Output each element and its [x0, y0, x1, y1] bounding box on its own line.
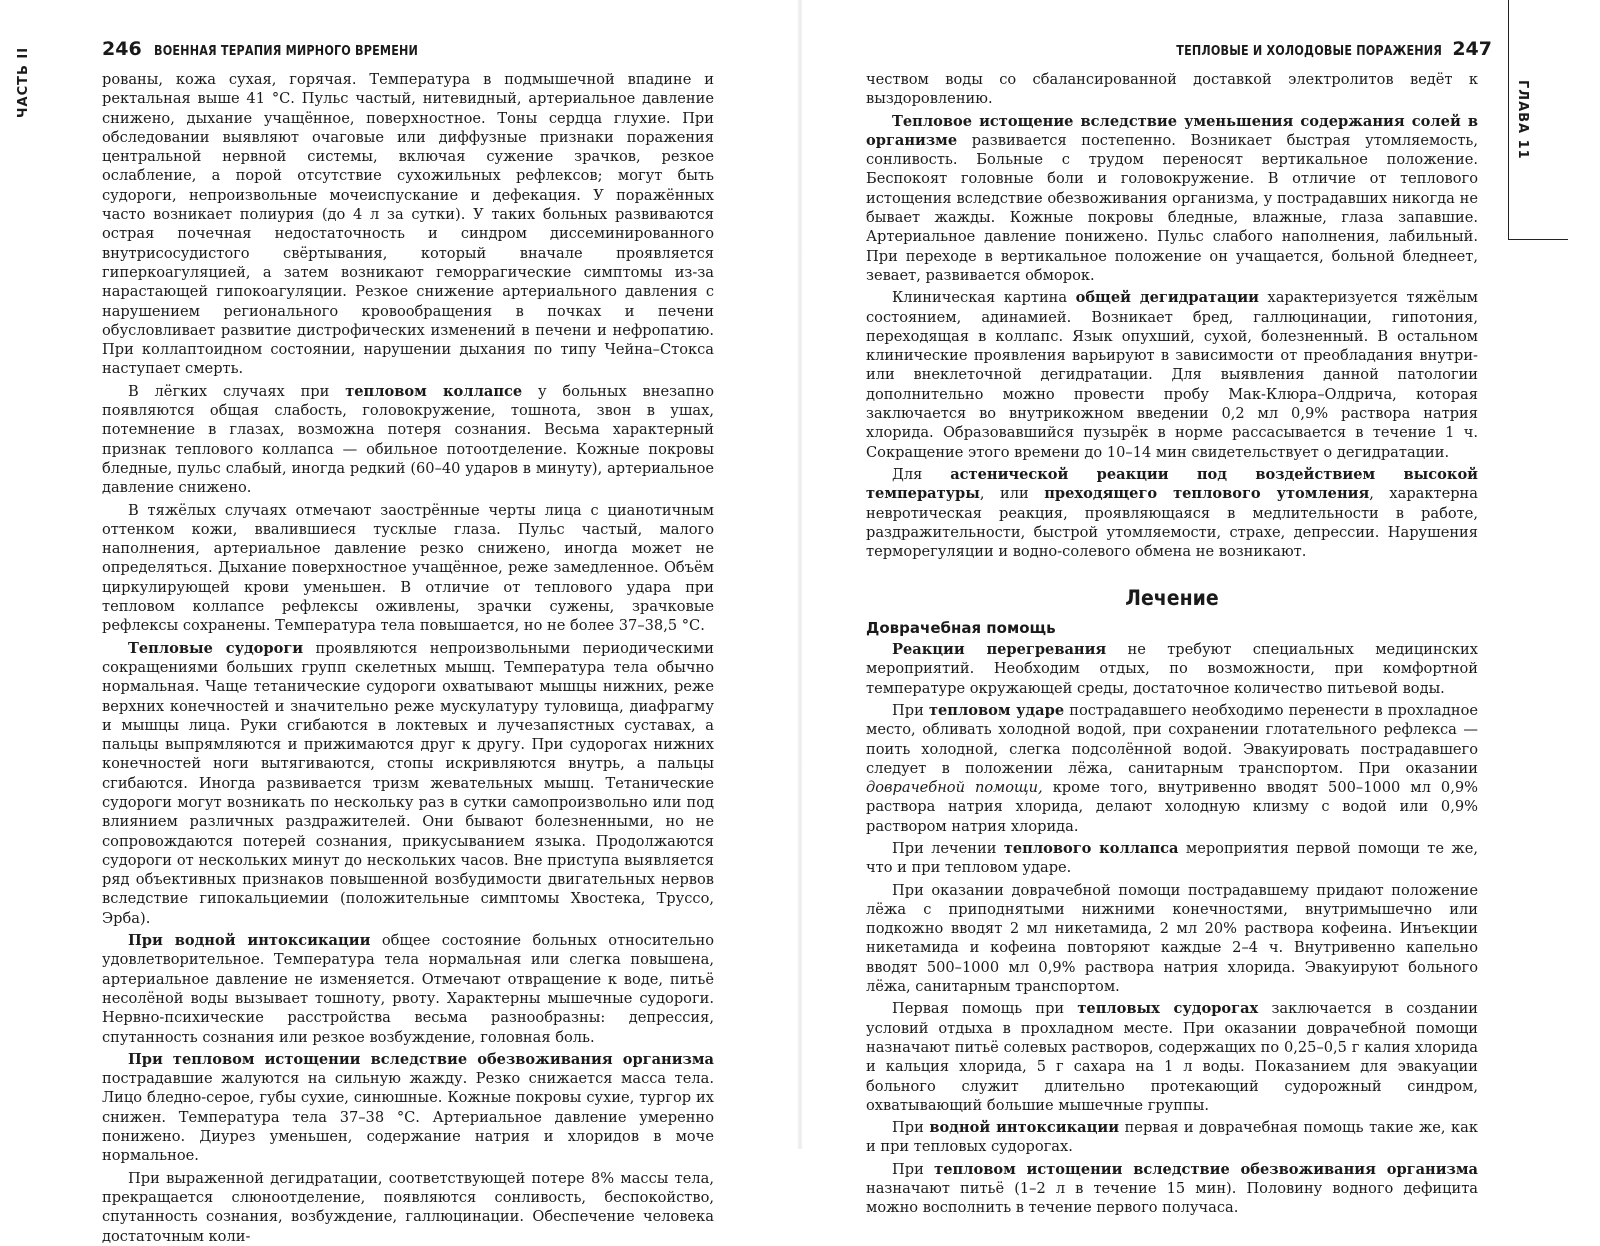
- chapter-tab-rule: [1508, 0, 1509, 240]
- right-text-column: [866, 70, 1478, 1218]
- term-heat-collapse: тепловом коллапсе: [345, 382, 523, 400]
- right-running-head: [1133, 38, 1492, 62]
- paragraph: Для астенической реакции под воздействием высокой температуры, или преходящего теплового утомления, характерна невротическая реакция, проявляющаяся в медлительности в работе, раздражительности, быстрой утомляемости, страхе, депрессии. Нарушения терморегуляции и водно-солевого обмена не возникают.: [866, 465, 1479, 561]
- term-overheating-reactions: Реакции перегревания: [892, 641, 1107, 659]
- paragraph: При тепловом истощении вследствие обезвоживания организма назначают питьё (1–2 л в течение 15 мин). Половину водного дефицита можно восполнить в течение первого получаса.: [866, 1160, 1478, 1217]
- term-water-intoxication: При водной интоксикации: [128, 932, 371, 950]
- part-side-tab: ЧАСТЬ II: [16, 46, 31, 118]
- paragraph: Реакции перегревания не требуют специальных медицинских мероприятий. Необходим отдых, по возможности, при комфортной температуре окружающей среды, достаточное количество питьевой воды.: [866, 641, 1478, 697]
- paragraph: При водной интоксикации общее состояние больных относительно удовлетворительное. Температура тела нормальная или слегка повышена, артериальное давление не изменяется. Отмечают отвращение к воде, питьё несолёной воды вызывает тошноту, рвоту. Характерны мышечные судороги. Нервно-психические расстройства весьма разнообразны: депрессия, спутанность сознания или резкое возбуждение, головная боль.: [102, 932, 714, 1046]
- paragraph: При выраженной дегидратации, соответствующей потере 8% массы тела, прекращается слюноотделение, появляются сонливость, беспокойство, спутанность сознания, возбуждение, галлюцинации. Обеспечение человека достаточным коли-: [102, 1169, 714, 1245]
- paragraph: Тепловые судороги проявляются непроизвольными периодическими сокращениями больших групп скелетных мышц. Температура тела обычно нормальная. Чаще тетанические судороги охватывают мышцы нижних, реже верхних конечностей и значительно реже мускулатуру туловища, диафрагму и мышцы лица. Руки сгибаются в локтевых и лучезапястных суставах, а пальцы выпрямляются и прижимаются друг к другу. При судорогах нижних конечностей ноги вытягиваются, стопы искривляются внутрь, а пальцы сгибаются. Иногда развивается тризм жевательных мышц. Тетанические судороги могут возникать по нескольку раз в сутки самопроизвольно или под влиянием различных раздражителей. Они бывают болезненными, но не сопровождаются потерей сознания, прикусыванием языка. Продолжаются судороги от нескольких минут до нескольких часов. Вне приступа выявляется ряд объективных признаков повышенной возбудимости двигательных нервов вследствие гипокальциемии (положительные симптомы Хвостека, Труссо, Эрба).: [102, 639, 714, 927]
- right-page: [800, 0, 1600, 1217]
- term-heat-cramps: Тепловые судороги: [128, 639, 304, 657]
- subsection-heading-first-aid: Доврачебная помощь: [866, 618, 1056, 637]
- term-heat-collapse: теплового коллапса: [1003, 839, 1179, 857]
- left-running-title: ВОЕННАЯ ТЕРАПИЯ МИРНОГО ВРЕМЕНИ: [153, 44, 418, 59]
- section-heading-treatment: Лечение: [1125, 586, 1219, 611]
- chapter-side-tab: ГЛАВА 11: [1515, 80, 1530, 160]
- paragraph: При лечении теплового коллапса мероприятия первой помощи те же, что и при тепловом ударе.: [866, 839, 1479, 877]
- right-running-title: ТЕПЛОВЫЕ И ХОЛОДОВЫЕ ПОРАЖЕНИЯ: [1176, 44, 1443, 59]
- paragraph: В лёгких случаях при тепловом коллапсе у больных внезапно появляются общая слабость, головокружение, тошнота, звон в ушах, потемнение в глазах, возможна потеря сознания. Весьма характерный признак теплового коллапса — обильное потоотделение. Кожные покровы бледные, пульс слабый, иногда редкий (60–40 ударов в минуту), артериальное давление снижено.: [102, 382, 715, 497]
- paragraph: Тепловое истощение вследствие уменьшения содержания солей в организме развивается постепенно. Возникает быстрая утомляемость, сонливость. Больные с трудом переносят вертикальное положение. Беспокоят головные боли и головокружение. В отличие от теплового истощения вследствие обезвоживания организма, у пострадавших никогда не бывает жажды. Кожные покровы бледные, влажные, глаза запавшие. Артериальное давление понижено. Пульс слабого наполнения, лабильный. При переходе в вертикальное положение он учащается, больной бледнеет, зевает, развивается обморок.: [866, 112, 1478, 284]
- paragraph: При оказании доврачебной помощи пострадавшему придают положение лёжа с приподнятыми нижними конечностями, внутримышечно или подкожно вводят 2 мл никетамида, 2 мл 20% раствора кофеина. Инъекции никетамида и кофеина повторяют каждые 2–4 ч. Внутривенно капельно вводят 500–1000 мл 0,9% раствора натрия хлорида. Эвакуируют больного лёжа, санитарным транспортом.: [866, 881, 1478, 996]
- right-page-number: 247: [1452, 38, 1492, 60]
- left-page: [0, 0, 800, 1245]
- term-water-intoxication: водной интоксикации: [929, 1119, 1120, 1137]
- left-text-column: [102, 70, 714, 1246]
- paragraph: рованы, кожа сухая, горячая. Температура в подмышечной впадине и ректальная выше 41 °С. Пульс частый, нитевидный, артериальное давление снижено, дыхание учащённое, поверхностное. Тоны сердца глухие. При обследовании выявляют очаговые или диффузные признаки поражения центральной нервной системы, включая сужение зрачков, резкое ослабление, а порой отсутствие сухожильных рефлексов; могут быть судороги, непроизвольные мочеиспускание и дефекация. У поражённых часто возникает полиурия (до 4 л за сутки). У таких больных развиваются острая почечная недостаточность и синдром диссеминированного внутрисосудистого свёртывания, который вначале проявляется гиперкоагуляцией, а затем возникают геморрагические симптомы из-за нарастающей гипокоагуляции. Резкое снижение артериального давления с нарушением регионального кровообращения в почках и печени обусловливает развитие дистрофических изменений в печени и нефропатию. При коллаптоидном состоянии, нарушении дыхания по типу Чейна–Стокса наступает смерть.: [102, 71, 714, 378]
- paragraph: Клиническая картина общей дегидратации характеризуется тяжёлым состоянием, адинамией. Возникает бред, галлюцинации, гипотония, переходящая в коллапс. Язык опухший, сухой, болезненный. В остальном клинические проявления варьируют в зависимости от преобладания внутри- или внеклеточной дегидратации. Для выявления данной патологии дополнительно можно провести пробу Мак-Клюра–Олдрича, которая заключается во внутрикожном введении 0,2 мл 0,9% раствора натрия хлорида. Образовавшийся пузырёк в норме рассасывается в течение 1 ч. Сокращение этого времени до 10–14 мин свидетельствует о дегидратации.: [866, 289, 1479, 461]
- paragraph: При тепловом ударе пострадавшего необходимо перенести в прохладное место, обливать холодной водой, при сохранении глотательного рефлекса — поить холодной, слегка подсолённой водой. Эвакуировать пострадавшего следует в положении лёжа, санитарным транспортом. При оказании доврачебной помощи, кроме того, внутривенно вводят 500–1000 мл 0,9% раствора натрия хлорида, делают холодную клизму с водой или 0,9% раствором натрия хлорида.: [866, 701, 1479, 835]
- term-dehydration-exhaustion: При тепловом истощении вследствие обезвоживания организма: [128, 1050, 714, 1068]
- left-running-head: [102, 38, 461, 62]
- term-asthenic-reaction: астенической реакции под воздействием высокой температуры: [866, 465, 1479, 503]
- paragraph: В тяжёлых случаях отмечают заострённые черты лица с цианотичным оттенком кожи, ввалившиеся тусклые глаза. Пульс частый, малого наполнения, артериальное давление резко снижено, иногда может не определяться. Дыхание поверхностное учащённое, реже замедленное. Объём циркулирующей крови уменьшен. В отличие от теплового удара при тепловом коллапсе рефлексы оживлены, зрачки сужены, зрачковые рефлексы сохранены. Температура тела повышается, но не более 37–38,5 °С.: [102, 501, 714, 635]
- term-heat-stroke: тепловом ударе: [928, 701, 1065, 719]
- chapter-tab-rule-bottom: [1508, 239, 1568, 240]
- term-heat-cramps: тепловых судорогах: [1077, 1000, 1259, 1018]
- term-dehydration-exhaustion: тепловом истощении вследствие обезвоживания организма: [934, 1160, 1478, 1178]
- left-page-number: 246: [102, 38, 142, 60]
- term-general-dehydration: общей дегидратации: [1075, 289, 1259, 307]
- term-prehospital-care: доврачебной помощи,: [866, 779, 1043, 797]
- paragraph: чеством воды со сбалансированной доставкой электролитов ведёт к выздоровлению.: [866, 71, 1478, 108]
- paragraph: При тепловом истощении вследствие обезвоживания организма пострадавшие жалуются на сильную жажду. Резко снижается масса тела. Лицо бледно-серое, губы сухие, синюшные. Кожные покровы сухие, тургор их снижен. Температура тела 37–38 °С. Артериальное давление умеренно понижено. Диурез уменьшен, содержание натрия и хлоридов в моче нормальное.: [102, 1050, 714, 1165]
- term-transient-heat-fatigue: преходящего теплового утомления: [1044, 485, 1370, 503]
- paragraph: Первая помощь при тепловых судорогах заключается в создании условий отдыха в прохладном месте. При оказании доврачебной помощи назначают питьё солевых растворов, содержащих по 0,25–0,5 г калия хлорида и кальция хлорида, 5 г сахара на 1 л воды. Показанием для эвакуации больного служит длительно протекающий судорожный синдром, охватывающий большие мышечные группы.: [866, 1000, 1479, 1114]
- paragraph: При водной интоксикации первая и доврачебная помощь такие же, как и при тепловых судорогах.: [866, 1119, 1478, 1156]
- term-salt-depletion: Тепловое истощение вследствие уменьшения содержания солей в организме: [866, 112, 1478, 149]
